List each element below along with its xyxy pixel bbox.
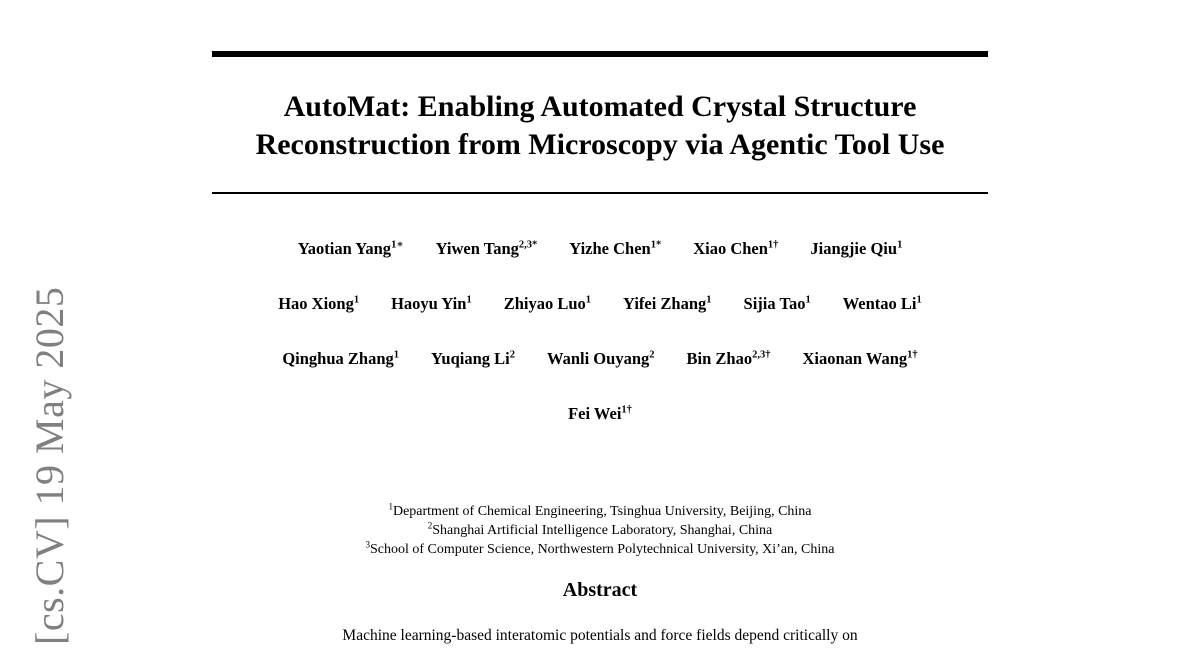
author-row [212,293,988,348]
author-name: Wanli Ouyang [547,349,650,368]
author-name: Haoyu Yin [391,294,467,313]
title-line-2: Reconstruction from Microscopy via Agentic Tool Use [255,128,945,161]
author-affiliation-mark: 1† [907,349,918,361]
author [693,238,778,260]
author-affiliation-mark: 1 [805,294,811,306]
author-name: Xiaonan Wang [802,349,908,368]
author-row [212,348,988,403]
author-name: Yuqiang Li [431,349,510,368]
author [436,238,538,260]
author [547,348,655,370]
author-name: Yaotian Yang [297,239,392,258]
abstract-text: Machine learning-based interatomic potentials and force fields depend critically on [342,627,858,644]
author-name: Yizhe Chen [569,239,651,258]
author [802,348,917,370]
affiliation-text: School of Computer Science, Northwestern Polytechnical University, Xi’an, China [370,542,835,557]
author [431,348,515,370]
author-row [212,238,988,293]
title-rule [212,192,988,194]
author-affiliation-mark: 1∗ [391,239,404,251]
abstract-heading: Abstract [562,579,638,601]
author-affiliation-mark: 2 [509,349,515,361]
author-row [212,403,988,458]
affiliation-text: Department of Chemical Engineering, Tsinghua University, Beijing, China [392,504,812,519]
author-affiliation-mark: 1† [767,239,779,251]
author-affiliation-mark: 1 [585,294,592,306]
author-name: Bin Zhao [686,349,753,368]
author-affiliation-mark: 2,3* [518,239,538,251]
author-affiliation-mark: 1† [621,404,632,416]
affiliation-line [212,540,988,559]
author-affiliation-mark: 1 [916,294,922,306]
affiliation-line [212,521,988,540]
author [278,293,359,315]
title-line-1: AutoMat: Enabling Automated Crystal Structure [283,90,917,123]
arxiv-stamp: [cs.CV] 19 May 2025 [27,286,72,645]
top-rule [212,51,988,57]
affiliation-line [212,502,988,521]
author-affiliation-mark: 2,3† [752,349,771,361]
paper-title [212,88,988,164]
author-affiliation-mark: 1 [897,239,903,251]
author-affiliation-mark: 1 [706,294,712,306]
author-name: Wentao Li [842,294,917,313]
author-affiliation-mark: 2 [649,349,655,361]
author [687,348,771,370]
affiliations [212,502,988,559]
author-name: Fei Wei [568,404,622,423]
author-name: Xiao Chen [693,239,768,258]
author [843,293,922,315]
author [298,238,404,260]
author [282,348,399,370]
affiliation-mark: 1 [388,501,393,512]
author [504,293,591,315]
author-name: Zhiyao Luo [503,294,586,313]
author [391,293,472,315]
author [569,238,661,260]
author-name: Sijia Tao [743,294,806,313]
author-name: Hao Xiong [278,294,354,313]
author-affiliation-mark: 1 [393,349,400,361]
author-affiliation-mark: 1 [466,294,472,306]
affiliation-text: Shanghai Artificial Intelligence Laboratory, Shanghai, China [432,523,773,538]
author-affiliation-mark: 1* [650,239,662,251]
author-list [212,238,988,458]
affiliation-mark: 3 [365,539,370,550]
author-name: Jiangjie Qiu [810,239,898,258]
author-name: Yifei Zhang [623,294,707,313]
author-name: Yiwen Tang [435,239,519,258]
affiliation-mark: 2 [427,520,433,531]
author-name: Qinghua Zhang [282,349,394,368]
author [744,293,811,315]
author [568,403,632,425]
author [810,238,902,260]
author-affiliation-mark: 1 [353,294,360,306]
author [623,293,712,315]
